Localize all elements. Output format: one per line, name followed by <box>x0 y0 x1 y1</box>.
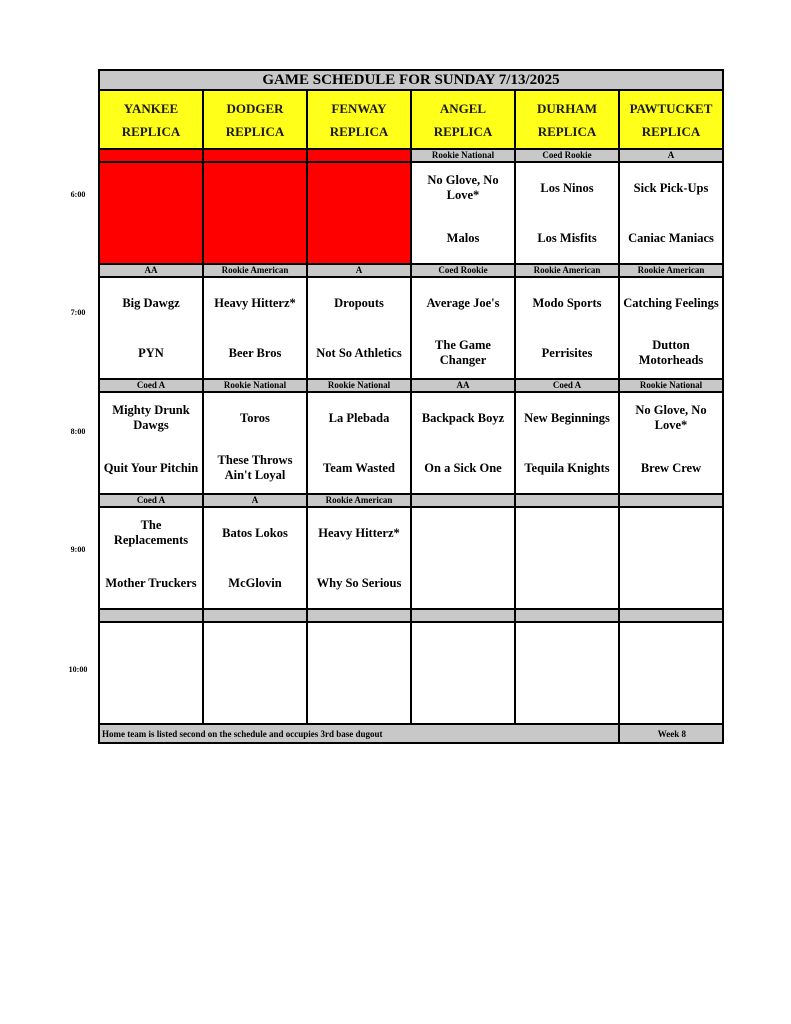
away-team: The Replacements <box>113 518 189 547</box>
footer-note: Home team is listed second on the schedule and occupies 3rd base dugout <box>99 724 619 743</box>
game-cell <box>619 277 723 379</box>
field-header <box>99 90 203 149</box>
division-label: Coed A <box>99 494 203 507</box>
away-team: La Plebada <box>328 410 390 425</box>
time-label: 8:00 <box>70 427 86 436</box>
division-label <box>307 149 411 162</box>
division-label <box>411 494 515 507</box>
division-label: Coed A <box>515 379 619 392</box>
division-label: AA <box>411 379 515 392</box>
division-row <box>99 379 723 392</box>
game-cell <box>619 162 723 264</box>
home-team <box>204 673 306 723</box>
home-team <box>308 673 410 723</box>
division-label <box>307 609 411 622</box>
division-label: Coed A <box>99 379 203 392</box>
division-row <box>99 609 723 622</box>
home-team <box>100 213 202 263</box>
division-label: Coed Rookie <box>411 264 515 277</box>
game-cell <box>515 277 619 379</box>
away-team <box>100 163 202 213</box>
home-team <box>516 673 618 723</box>
schedule-table <box>98 69 724 744</box>
away-team: Mighty Drunk Dawgs <box>112 403 190 432</box>
away-team: No Glove, No Love* <box>427 173 499 202</box>
away-team <box>204 163 306 213</box>
away-team <box>516 508 618 558</box>
home-team: McGlovin <box>228 575 282 590</box>
home-team: PYN <box>138 345 164 360</box>
home-team: On a Sick One <box>424 460 502 475</box>
game-cell <box>515 622 619 724</box>
time-label: 10:00 <box>68 665 88 674</box>
home-team <box>620 673 722 723</box>
game-cell <box>307 622 411 724</box>
game-cell <box>515 162 619 264</box>
away-team: No Glove, No Love* <box>635 403 707 432</box>
away-team <box>620 623 722 673</box>
division-label <box>411 609 515 622</box>
away-team: Catching Feelings <box>623 295 719 310</box>
time-label: 6:00 <box>70 190 86 199</box>
home-team: Not So Athletics <box>316 345 402 360</box>
home-team <box>204 213 306 263</box>
field-name: DODGER <box>226 100 284 116</box>
game-row <box>99 162 723 264</box>
home-team <box>100 673 202 723</box>
division-label: Rookie National <box>307 379 411 392</box>
division-label: Rookie American <box>515 264 619 277</box>
division-label: AA <box>99 264 203 277</box>
away-team: New Beginnings <box>524 410 610 425</box>
away-team <box>204 623 306 673</box>
game-cell <box>619 507 723 609</box>
home-team: Malos <box>446 230 480 245</box>
game-cell <box>99 392 203 494</box>
division-row <box>99 149 723 162</box>
away-team: Big Dawgz <box>122 295 180 310</box>
game-cell <box>203 277 307 379</box>
away-team: Modo Sports <box>532 295 602 310</box>
away-team <box>412 508 514 558</box>
home-team: Mother Truckers <box>105 575 197 590</box>
schedule-title: GAME SCHEDULE FOR SUNDAY 7/13/2025 <box>99 70 723 90</box>
division-row <box>99 494 723 507</box>
week-label: Week 8 <box>619 724 723 743</box>
game-cell <box>99 277 203 379</box>
field-header <box>307 90 411 149</box>
home-team: Caniac Maniacs <box>628 230 714 245</box>
game-cell <box>619 622 723 724</box>
home-team <box>412 558 514 608</box>
field-subtitle: REPLICA <box>225 123 285 139</box>
game-cell <box>411 277 515 379</box>
game-cell <box>411 622 515 724</box>
game-row <box>99 392 723 494</box>
division-label: A <box>619 149 723 162</box>
away-team <box>516 623 618 673</box>
game-cell <box>99 622 203 724</box>
game-row <box>99 277 723 379</box>
division-label: Rookie American <box>307 494 411 507</box>
home-team <box>308 213 410 263</box>
division-label <box>203 149 307 162</box>
away-team <box>308 163 410 213</box>
field-name: DURHAM <box>537 100 597 116</box>
division-label: Rookie American <box>203 264 307 277</box>
home-team: Team Wasted <box>323 460 395 475</box>
game-cell <box>203 622 307 724</box>
division-label <box>99 609 203 622</box>
game-cell <box>619 392 723 494</box>
game-cell <box>411 392 515 494</box>
away-team: Dropouts <box>334 295 384 310</box>
game-cell <box>515 507 619 609</box>
away-team: Sick Pick-Ups <box>633 180 709 195</box>
division-label <box>619 609 723 622</box>
division-label <box>203 609 307 622</box>
field-name: ANGEL <box>439 100 487 116</box>
field-subtitle: REPLICA <box>329 123 389 139</box>
game-row <box>99 622 723 724</box>
field-header <box>411 90 515 149</box>
blocked-cell <box>307 162 411 264</box>
away-team <box>412 623 514 673</box>
home-team: Quit Your Pitchin <box>103 460 199 475</box>
division-row <box>99 264 723 277</box>
field-subtitle: REPLICA <box>433 123 493 139</box>
away-team: Batos Lokos <box>222 525 288 540</box>
division-label: A <box>307 264 411 277</box>
home-team: Beer Bros <box>228 345 282 360</box>
field-name: PAWTUCKET <box>629 100 713 116</box>
home-team <box>516 558 618 608</box>
game-cell <box>307 392 411 494</box>
time-label: 9:00 <box>70 545 86 554</box>
game-cell <box>411 507 515 609</box>
home-team: Tequila Knights <box>524 460 610 475</box>
division-label <box>515 494 619 507</box>
field-subtitle: REPLICA <box>121 123 181 139</box>
division-label <box>99 149 203 162</box>
game-row <box>99 507 723 609</box>
time-label: 7:00 <box>70 308 86 317</box>
home-team <box>412 673 514 723</box>
away-team <box>308 623 410 673</box>
away-team: Los Ninos <box>540 180 594 195</box>
blocked-cell <box>99 162 203 264</box>
home-team: Why So Serious <box>316 575 402 590</box>
away-team: Heavy Hitterz* <box>214 295 296 310</box>
home-team: Brew Crew <box>640 460 702 475</box>
field-header <box>203 90 307 149</box>
game-cell <box>515 392 619 494</box>
division-label: Coed Rookie <box>515 149 619 162</box>
division-label: Rookie National <box>411 149 515 162</box>
home-team: Perrisites <box>541 345 593 360</box>
division-label <box>515 609 619 622</box>
field-name: FENWAY <box>331 100 387 116</box>
division-label <box>619 494 723 507</box>
blocked-cell <box>203 162 307 264</box>
home-team: Dutton Motorheads <box>638 338 704 367</box>
game-cell <box>203 507 307 609</box>
field-subtitle: REPLICA <box>641 123 701 139</box>
field-header <box>619 90 723 149</box>
game-cell <box>307 507 411 609</box>
game-cell <box>203 392 307 494</box>
division-label: Rookie National <box>203 379 307 392</box>
field-header <box>515 90 619 149</box>
field-subtitle: REPLICA <box>537 123 597 139</box>
away-team <box>100 623 202 673</box>
field-name: YANKEE <box>123 100 179 116</box>
away-team: Heavy Hitterz* <box>318 525 400 540</box>
home-team: The Game Changer <box>435 338 491 367</box>
game-cell <box>99 507 203 609</box>
division-label: Rookie National <box>619 379 723 392</box>
division-label: A <box>203 494 307 507</box>
away-team <box>620 508 722 558</box>
division-label: Rookie American <box>619 264 723 277</box>
home-team <box>620 558 722 608</box>
away-team: Toros <box>240 410 270 425</box>
away-team: Backpack Boyz <box>421 410 505 425</box>
home-team: Los Misfits <box>537 230 597 245</box>
game-cell <box>307 277 411 379</box>
home-team: These Throws Ain't Loyal <box>217 453 293 482</box>
game-cell <box>411 162 515 264</box>
away-team: Average Joe's <box>426 295 500 310</box>
